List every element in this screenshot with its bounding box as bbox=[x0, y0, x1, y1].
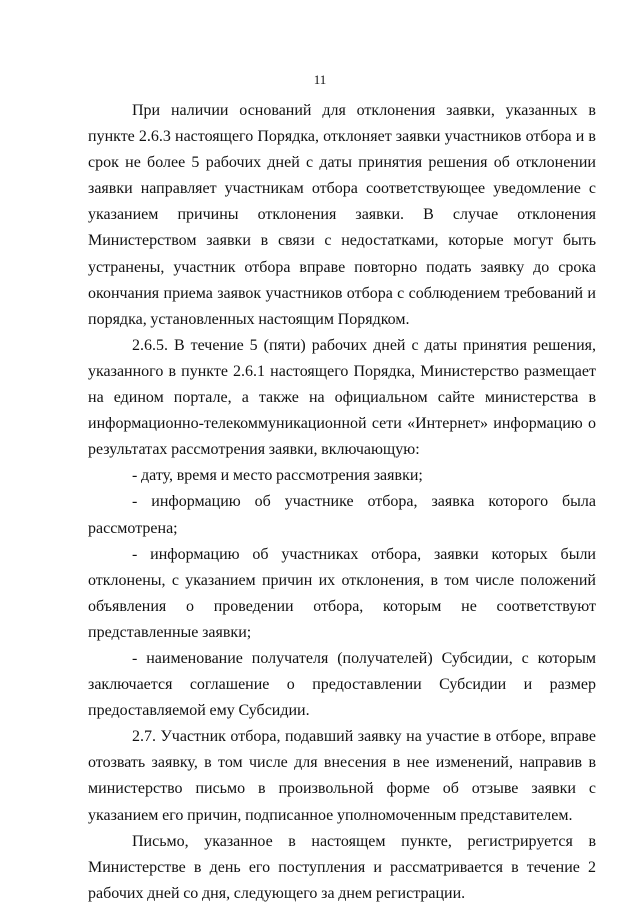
list-item-rejected-participants: - информацию об участниках отбора, заявки которых были отклонены, с указанием причин их отклонения, в том числе положений объявления о проведении отбора, которым не соответствуют представленные заявки; bbox=[88, 545, 596, 641]
list-item-recipient-name: - наименование получателя (получателей) Субсидии, с которым заключается соглашение о предоставлении Субсидии и размер предоставляемой ему Субсидии. bbox=[88, 649, 596, 720]
list-item-date-time-place: - дату, время и место рассмотрения заявки; bbox=[132, 467, 423, 485]
list-item-participant-info: - информацию об участнике отбора, заявка которого была рассмотрена; bbox=[88, 493, 596, 537]
paragraph-2-6-5: 2.6.5. В течение 5 (пяти) рабочих дней с даты принятия решения, указанного в пункте 2.6.1 настоящего Порядка, Министерство размещает на едином портале, а также на официальном сайте министерства в информационно-телекоммуникационной сети «Интернет» информацию о результатах рассмотрения заявки, включающую: bbox=[88, 336, 596, 459]
document-body bbox=[88, 98, 596, 907]
page-number: 11 bbox=[313, 72, 327, 87]
paragraph-rejection: При наличии оснований для отклонения заявки, указанных в пункте 2.6.3 настоящего Порядка, отклоняет заявки участников отбора и в срок не более 5 рабочих дней с даты принятия решения об отклонении заявки направляет участникам отбора соответствующее уведомление с указанием причины отклонения заявки. В случае отклонения Министерством заявки в связи с недостатками, которые могут быть устранены, участник отбора вправе повторно подать заявку до срока окончания приема заявок участников отбора с соблюдением требований и порядка, установленных настоящим Порядком. bbox=[88, 102, 596, 328]
paragraph-letter-registration: Письмо, указанное в настоящем пункте, регистрируется в Министерстве в день его поступления и рассматривается в течение 2 рабочих дней со дня, следующего за днем регистрации. bbox=[88, 832, 596, 902]
paragraph-2-7: 2.7. Участник отбора, подавший заявку на участие в отборе, вправе отозвать заявку, в том числе для внесения в нее изменений, направив в министерство письмо в произвольной форме об отзыве заявки с указанием его причин, подписанное уполномоченным представителем. bbox=[88, 728, 596, 824]
